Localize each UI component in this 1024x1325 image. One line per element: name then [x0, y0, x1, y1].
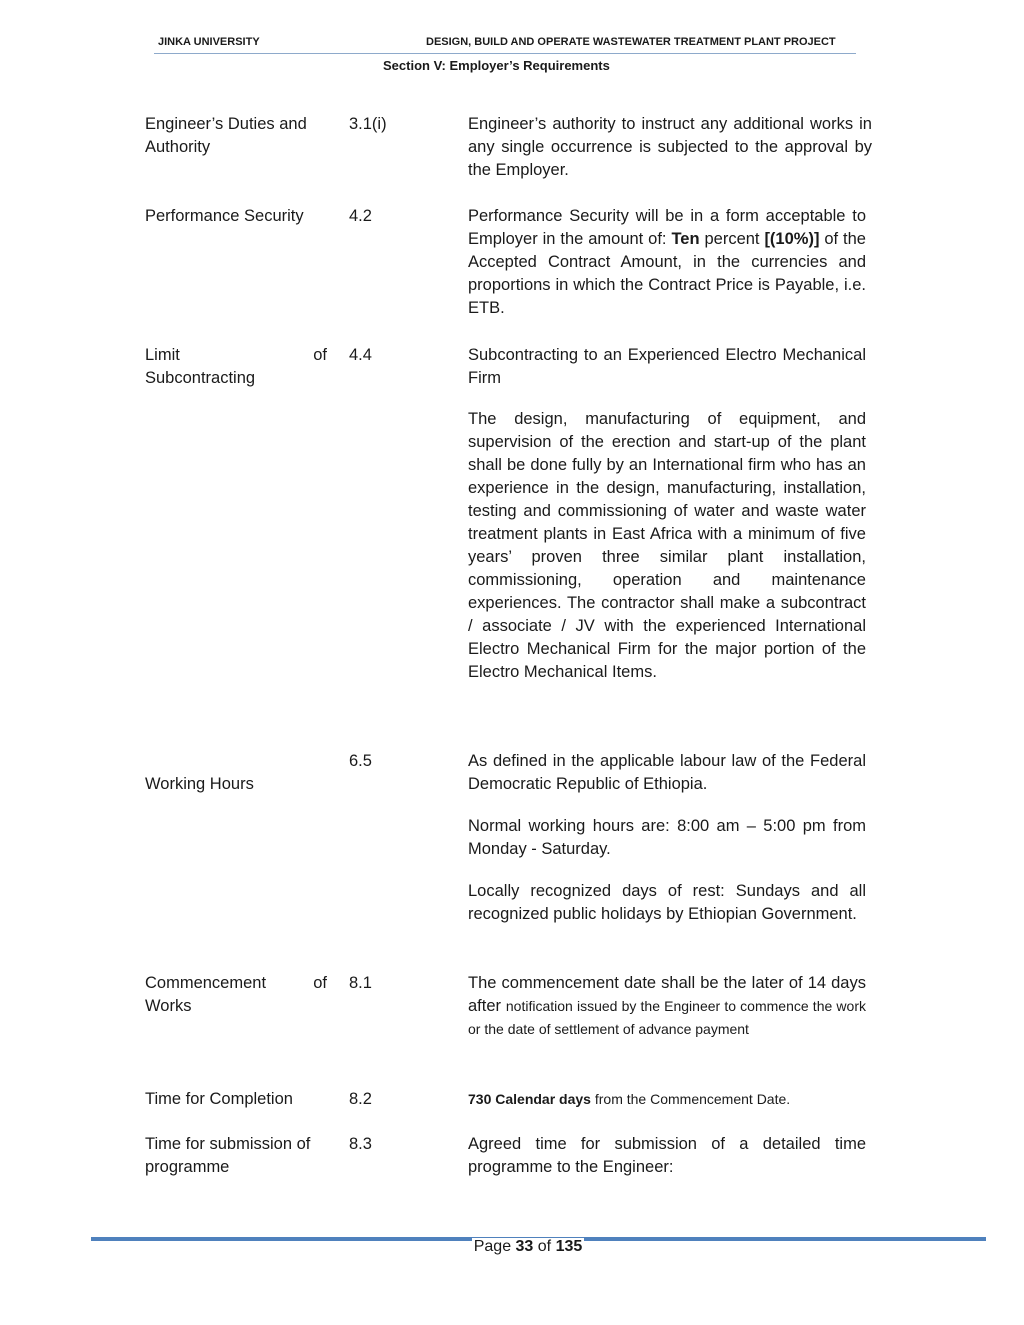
- header-divider: [154, 53, 856, 54]
- header-university: JINKA UNIVERSITY: [158, 36, 260, 48]
- row-subcontracting-paragraph: The design, manufacturing of equipment, and supervision of the erection and start-up of the plant shall be done fully by an International firm who has an experience in the design, manufacturing, installation, testing and commissioning of water and waste water treatment plants in East Africa with a minimum of five years’ proven three similar plant installation, commissioning, operation and maintenance experiences. The contractor shall make a subcontract / associate / JV with the experienced International Electro Mechanical Firm for the major portion of the Electro Mechanical Items.: [468, 410, 866, 681]
- subcontracting-label-line2: Subcontracting: [145, 369, 256, 387]
- row-programme-clause: 8.3: [349, 1135, 372, 1153]
- row-completion-clause: 8.2: [349, 1090, 372, 1108]
- row-commencement-label: [145, 972, 327, 1018]
- page-current: 33: [515, 1238, 534, 1255]
- performance-security-text-c: percent: [699, 230, 765, 248]
- row-performance-security-clause: 4.2: [349, 207, 372, 225]
- subcontracting-label-line1: Limit of: [145, 346, 327, 364]
- row-working-hours-label: Working Hours: [145, 775, 254, 793]
- row-performance-security-text: [468, 205, 866, 320]
- row-completion-text: [468, 1088, 866, 1111]
- row-subcontracting-label: [145, 344, 327, 390]
- working-hours-law-text: As defined in the applicable labour law of the Federal Democratic Republic of Ethiopia.: [468, 752, 866, 793]
- commencement-text-b: notification issued by the Engineer to commence the work or the date of settlement of advance payment: [468, 998, 866, 1037]
- header-project-title: DESIGN, BUILD AND OPERATE WASTEWATER TREATMENT PLANT PROJECT: [426, 36, 836, 48]
- section-title: Section V: Employer’s Requirements: [383, 58, 610, 73]
- page-number: [0, 1238, 1024, 1256]
- row-engineer-duties-text: Engineer’s authority to instruct any additional works in any single occurrence is subjected to the approval by the Employer.: [468, 115, 872, 179]
- row-working-hours-clause: 6.5: [349, 752, 372, 770]
- row-programme-text: Agreed time for submission of a detailed time programme to the Engineer:: [468, 1135, 866, 1176]
- performance-security-text-e: of the Accepted Contract Amount, in the currencies and proportions in which the Contract Price is Payable, i.e. ETB.: [468, 230, 866, 317]
- row-performance-security-label: Performance Security: [145, 207, 304, 225]
- working-hours-rest-days-text: Locally recognized days of rest: Sundays and all recognized public holidays by Ethiopian Government.: [468, 882, 866, 923]
- row-subcontracting-heading: Subcontracting to an Experienced Electro Mechanical Firm: [468, 346, 866, 387]
- row-commencement-text: [468, 972, 866, 1041]
- page-middle: of: [533, 1238, 556, 1255]
- row-commencement-clause: 8.1: [349, 974, 372, 992]
- page-prefix: Page: [473, 1238, 516, 1255]
- commencement-label-line2: Works: [145, 997, 192, 1015]
- row-subcontracting-clause: 4.4: [349, 346, 372, 364]
- working-hours-normal-text: Normal working hours are: 8:00 am – 5:00 pm from Monday - Saturday.: [468, 817, 866, 858]
- commencement-text-a: The commencement date shall be the later of 14 days after: [468, 974, 866, 1015]
- commencement-label-line1: Commencement of: [145, 974, 327, 992]
- page-total: 135: [555, 1238, 583, 1255]
- performance-security-text-a: Performance Security will be in a form acceptable to Employer in the amount of:: [468, 207, 866, 248]
- completion-text-rest: from the Commencement Date.: [590, 1091, 791, 1107]
- performance-security-amount-word: Ten: [671, 230, 700, 248]
- row-programme-label: Time for submission of programme: [145, 1135, 311, 1176]
- row-engineer-duties-label: Engineer’s Duties and Authority: [145, 115, 307, 156]
- performance-security-percent: [(10%)]: [764, 230, 820, 248]
- completion-days: 730 Calendar days: [468, 1091, 591, 1107]
- row-completion-label: Time for Completion: [145, 1090, 293, 1108]
- row-engineer-duties-clause: 3.1(i): [349, 115, 387, 133]
